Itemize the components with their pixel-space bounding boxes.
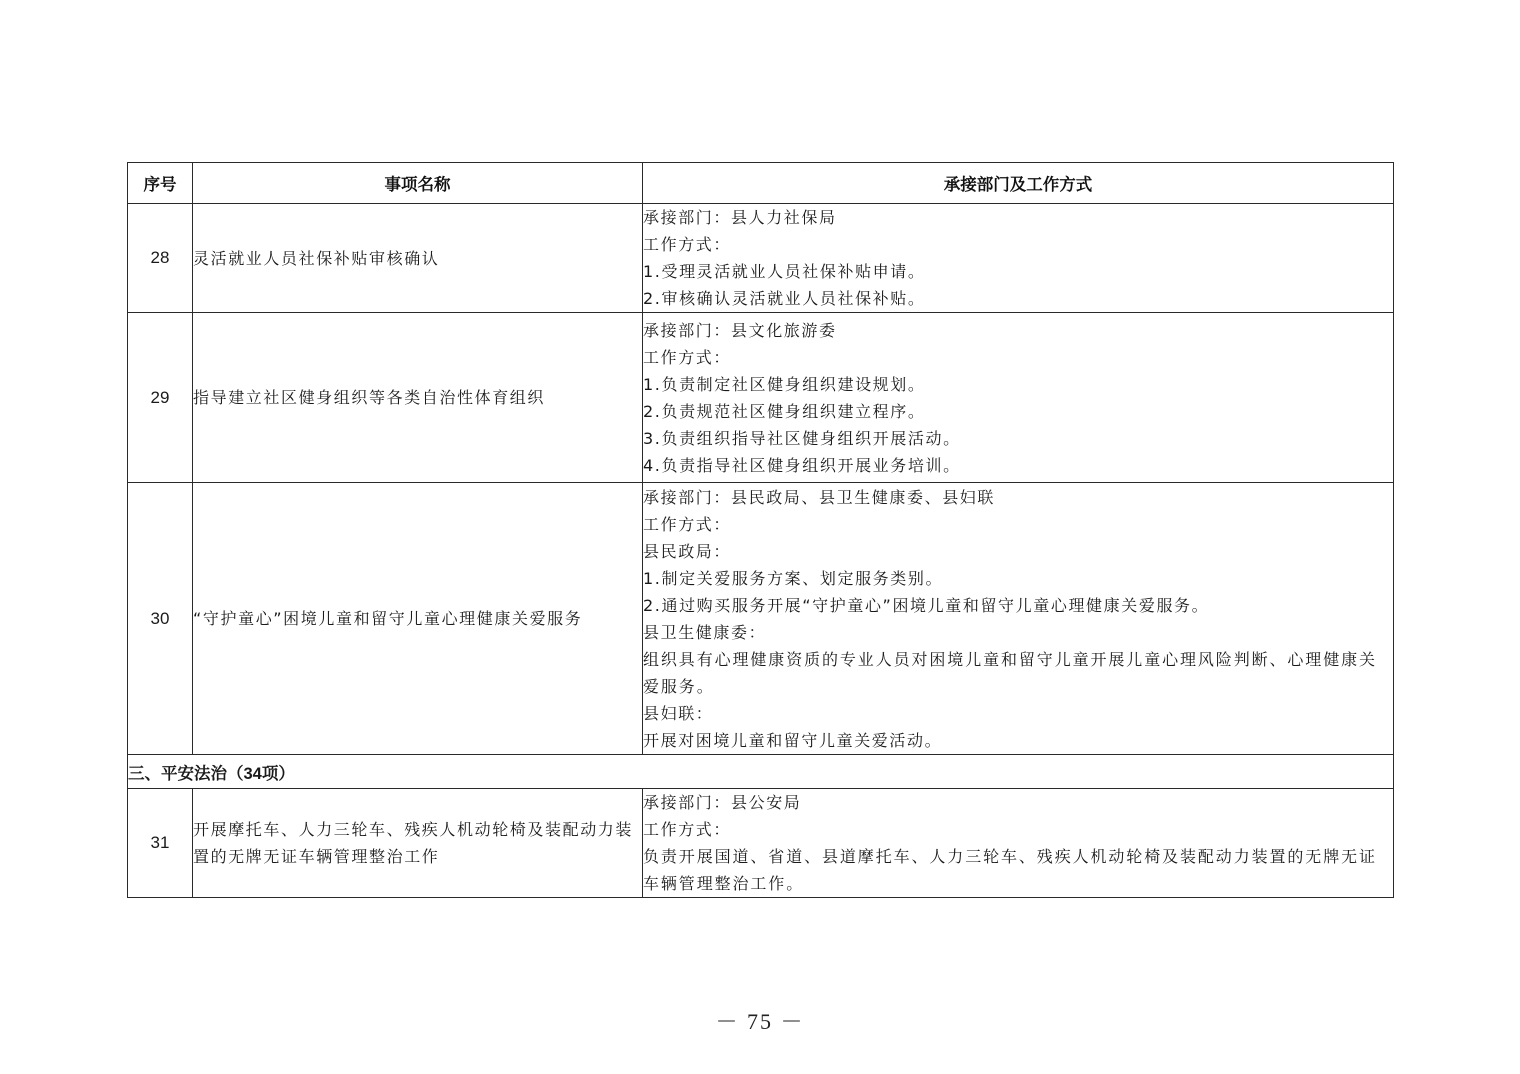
item-name: 开展摩托车、人力三轮车、残疾人机动轮椅及装配动力装置的无牌无证车辆管理整治工作 [193,789,643,898]
table-row [128,313,1394,483]
page-number: － 75 － [715,1009,805,1034]
row-number: 31 [128,789,193,898]
dept-line: 承接部门：县人力社保局 [643,208,837,227]
item-name: “守护童心”困境儿童和留守儿童心理健康关爱服务 [193,483,643,755]
header-department-method: 承接部门及工作方式 [643,163,1394,204]
dept-line: 工作方式： [643,235,732,254]
item-name: 指导建立社区健身组织等各类自治性体育组织 [193,313,643,483]
table-row [128,204,1394,313]
section-title: 三、平安法治（34项） [128,755,1394,789]
dept-line: 县民政局： [643,541,732,561]
dept-line: 1.制定关爱服务方案、划定服务类别。 [643,568,944,588]
department-method-cell [643,483,1394,755]
dept-line: 1.负责制定社区健身组织建设规划。 [643,374,926,394]
header-item-name: 事项名称 [193,163,643,204]
header-number: 序号 [128,163,193,204]
dept-line: 1.受理灵活就业人员社保补贴申请。 [643,262,926,281]
dept-line: 2.通过购买服务开展“守护童心”困境儿童和留守儿童心理健康关爱服务。 [643,595,1210,615]
table-row [128,483,1394,755]
department-method-cell [643,789,1394,898]
dept-line: 组织具有心理健康资质的专业人员对困境儿童和留守儿童开展儿童心理风险判断、心理健康关爱服务。 [643,649,1377,696]
section-row [128,755,1394,789]
table-row [128,789,1394,898]
dept-line: 2.审核确认灵活就业人员社保补贴。 [643,289,926,308]
dept-line: 承接部门：县文化旅游委 [643,320,837,340]
row-number: 28 [128,204,193,313]
row-number: 30 [128,483,193,755]
dept-line: 承接部门：县民政局、县卫生健康委、县妇联 [643,487,996,507]
dept-line: 工作方式： [643,514,732,534]
table-header-row [128,163,1394,204]
dept-line: 工作方式： [643,347,732,367]
item-name: 灵活就业人员社保补贴审核确认 [193,204,643,313]
dept-line: 工作方式： [643,820,732,839]
dept-line: 县妇联： [643,703,714,723]
dept-line: 4.负责指导社区健身组织开展业务培训。 [643,455,961,475]
department-method-cell [643,313,1394,483]
dept-line: 县卫生健康委： [643,622,767,642]
department-method-cell [643,204,1394,313]
row-number: 29 [128,313,193,483]
dept-line: 2.负责规范社区健身组织建立程序。 [643,401,926,421]
dept-line: 负责开展国道、省道、县道摩托车、人力三轮车、残疾人机动轮椅及装配动力装置的无牌无证车辆管理整治工作。 [643,847,1377,893]
dept-line: 开展对困境儿童和留守儿童关爱活动。 [643,730,943,750]
service-table [127,162,1394,898]
dept-line: 承接部门：县公安局 [643,793,802,812]
dept-line: 3.负责组织指导社区健身组织开展活动。 [643,428,961,448]
